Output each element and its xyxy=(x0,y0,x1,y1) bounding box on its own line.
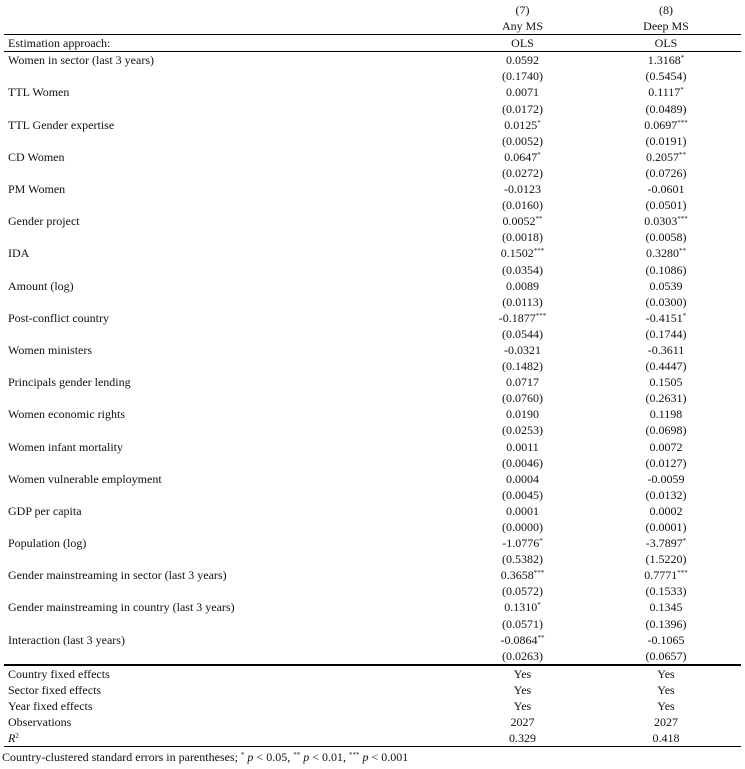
stat-row xyxy=(4,714,741,730)
se-row xyxy=(4,133,741,149)
coef-row xyxy=(4,84,741,100)
variable-name: Interaction (last 3 years) xyxy=(8,632,125,647)
se-row xyxy=(4,101,741,117)
stat-name: Year fixed effects xyxy=(8,699,93,714)
coef-value: 0.1117 xyxy=(648,85,681,100)
stat-col8: 2027 xyxy=(654,715,678,730)
se-col8: (0.0132) xyxy=(645,487,687,502)
coef-row xyxy=(4,567,741,583)
variable-name: Women infant mortality xyxy=(8,439,124,454)
coef-row xyxy=(4,278,741,294)
coef-value: -0.0059 xyxy=(647,471,685,486)
se-col8: (0.0001) xyxy=(645,520,687,534)
coef-col8 xyxy=(591,406,741,422)
variable-name: Women economic rights xyxy=(8,407,126,422)
coef-row xyxy=(4,632,741,648)
coef-row xyxy=(4,439,741,455)
coef-value: 1.3168 xyxy=(647,53,681,68)
variable-name: TTL Women xyxy=(8,85,70,100)
se-col7: (0.0113) xyxy=(502,294,543,309)
coef-value: -0.0321 xyxy=(504,342,541,357)
coef-value: -0.1065 xyxy=(647,632,685,647)
variable-name: Gender project xyxy=(8,214,80,229)
coef-col7 xyxy=(454,406,591,422)
coef-value: 0.0717 xyxy=(506,375,539,390)
coef-value: -1.0776 xyxy=(502,536,540,551)
significance-stars: ** xyxy=(679,150,686,159)
coef-col7 xyxy=(454,84,591,100)
stat-name: Country fixed effects xyxy=(8,666,110,681)
estimation-col8: OLS xyxy=(654,36,678,51)
se-col7: (0.1482) xyxy=(502,359,543,374)
se-row xyxy=(4,519,741,535)
coef-value: 0.0125 xyxy=(504,117,538,132)
se-row xyxy=(4,390,741,406)
se-col7: (0.0018) xyxy=(502,230,543,245)
coef-row xyxy=(4,245,741,261)
col8-number: (8) xyxy=(659,3,673,17)
significance-stars: ** xyxy=(679,247,686,256)
se-col8: (0.0657) xyxy=(645,648,687,663)
coef-value: -0.4151 xyxy=(645,310,683,325)
stat-col7: 2027 xyxy=(510,715,535,730)
se-col8: (0.4447) xyxy=(645,359,687,374)
variable-name: CD Women xyxy=(8,149,65,164)
coef-col8 xyxy=(591,471,741,487)
coef-col7 xyxy=(454,213,591,229)
se-col7: (0.0045) xyxy=(502,487,543,502)
se-row xyxy=(4,455,741,471)
coef-value: 0.1198 xyxy=(649,407,683,422)
stat-name: Sector fixed effects xyxy=(8,682,102,697)
coef-col7 xyxy=(454,439,591,455)
coef-col7 xyxy=(454,149,591,165)
coef-value: -3.7897 xyxy=(645,536,683,551)
se-col8: (0.0726) xyxy=(645,165,687,180)
significance-stars: * xyxy=(537,118,541,127)
coef-row xyxy=(4,181,741,197)
column-number-row xyxy=(4,2,741,18)
se-col8: (0.0489) xyxy=(645,101,687,116)
stat-col7: Yes xyxy=(513,666,532,681)
variable-name: Women ministers xyxy=(8,342,93,357)
variable-name: PM Women xyxy=(8,182,66,197)
coef-row xyxy=(4,342,741,358)
stat-col7: Yes xyxy=(513,699,532,714)
significance-stars: * xyxy=(680,86,684,95)
se-col8: (1.5220) xyxy=(645,552,687,567)
se-row xyxy=(4,326,741,342)
se-col7: (0.0263) xyxy=(502,648,543,663)
coef-value: 0.2057 xyxy=(646,149,679,164)
significance-stars: * xyxy=(682,537,687,546)
coef-value: 0.0002 xyxy=(649,503,683,518)
coef-value: 0.0647 xyxy=(504,149,538,164)
variable-name: Women in sector (last 3 years) xyxy=(8,53,154,68)
stat-row xyxy=(4,682,741,698)
significance-stars: * xyxy=(537,150,541,159)
se-col7: (0.0544) xyxy=(502,326,543,341)
coef-col8 xyxy=(591,117,741,133)
se-col8: (0.2631) xyxy=(645,391,687,406)
significance-stars: * xyxy=(539,537,543,546)
stat-col8: 0.418 xyxy=(652,731,680,746)
se-row xyxy=(4,68,741,84)
se-col7: (0.0760) xyxy=(502,391,543,406)
stat-col8: Yes xyxy=(657,699,675,714)
coef-row xyxy=(4,599,741,615)
coef-col7 xyxy=(454,245,591,261)
coef-row xyxy=(4,503,741,519)
estimation-row xyxy=(4,35,741,52)
se-row xyxy=(4,616,741,632)
statistics-block xyxy=(4,665,741,747)
coefficient-block xyxy=(4,52,741,665)
se-col7: (0.0046) xyxy=(502,455,543,470)
stat-col7: Yes xyxy=(513,682,532,697)
coef-row xyxy=(4,471,741,487)
coef-value: 0.3280 xyxy=(646,246,679,261)
se-row xyxy=(4,229,741,245)
se-col7: (0.0354) xyxy=(502,262,543,277)
se-col7: (0.0272) xyxy=(502,165,543,180)
se-col8: (0.1086) xyxy=(645,262,687,277)
variable-name: GDP per capita xyxy=(8,503,82,518)
coef-col8 xyxy=(591,632,741,648)
significance-stars: *** xyxy=(677,215,688,224)
coef-value: 0.1310 xyxy=(504,600,538,615)
coef-value: 0.0303 xyxy=(644,214,678,229)
coef-col7 xyxy=(454,374,591,390)
se-col8: (0.5454) xyxy=(645,69,687,84)
se-col7: (0.0253) xyxy=(502,423,543,438)
coef-row xyxy=(4,406,741,422)
coef-value: -0.0864 xyxy=(500,632,538,647)
coef-col7 xyxy=(454,471,591,487)
se-row xyxy=(4,262,741,278)
significance-stars: ** xyxy=(537,633,545,642)
se-col8: (0.0191) xyxy=(645,133,687,148)
coef-col7 xyxy=(454,599,591,615)
significance-stars: * xyxy=(680,54,685,63)
coef-value: 0.1505 xyxy=(649,375,683,390)
se-col7: (0.0572) xyxy=(502,584,543,599)
coef-value: 0.0052 xyxy=(502,214,536,229)
significance-stars: ** xyxy=(535,215,543,224)
se-row xyxy=(4,358,741,374)
stat-col8: Yes xyxy=(657,666,675,681)
significance-stars: *** xyxy=(533,569,545,578)
col7-name: Any MS xyxy=(501,19,543,34)
coef-col7 xyxy=(454,342,591,358)
coef-col8 xyxy=(591,503,741,519)
coef-value: 0.0071 xyxy=(506,85,539,100)
coef-col8 xyxy=(591,84,741,100)
se-col8: (0.1533) xyxy=(645,584,687,599)
se-row xyxy=(4,197,741,213)
coef-value: -0.3611 xyxy=(647,342,685,357)
coef-col8 xyxy=(591,439,741,455)
se-col8: (0.0300) xyxy=(645,294,687,309)
se-col7: (0.0052) xyxy=(502,133,543,148)
coef-col8 xyxy=(591,278,741,294)
se-col7: (0.0000) xyxy=(502,520,543,534)
se-col7: (0.0172) xyxy=(502,101,543,116)
se-col8: (0.0698) xyxy=(645,423,687,438)
estimation-label: Estimation approach: xyxy=(8,36,111,51)
coef-col8 xyxy=(591,342,741,358)
coef-col7 xyxy=(454,181,591,197)
se-col7: (0.0571) xyxy=(502,616,543,631)
stat-row xyxy=(4,666,741,682)
coef-value: -0.0601 xyxy=(647,182,685,197)
stat-name: Observations xyxy=(8,715,72,730)
coef-col8 xyxy=(591,599,741,615)
coef-value: 0.0539 xyxy=(649,278,683,293)
coef-col7 xyxy=(454,503,591,519)
coef-row xyxy=(4,535,741,551)
coef-value: 0.0190 xyxy=(506,407,539,422)
coef-value: 0.0072 xyxy=(649,439,683,454)
coef-value: 0.0089 xyxy=(506,278,539,293)
coef-value: 0.1345 xyxy=(649,600,683,615)
stat-col8: Yes xyxy=(657,682,675,697)
significance-stars: * xyxy=(537,601,541,610)
regression-table xyxy=(4,2,741,747)
coef-value: 0.0592 xyxy=(506,53,539,68)
coef-value: 0.3658 xyxy=(500,568,534,583)
se-col7: (0.0160) xyxy=(502,198,543,213)
se-col8: (0.1396) xyxy=(645,616,687,631)
col7-number: (7) xyxy=(515,3,530,17)
variable-name: Women vulnerable employment xyxy=(8,471,162,486)
col8-name: Deep MS xyxy=(643,19,689,34)
coef-col7 xyxy=(454,278,591,294)
variable-name: Post-conflict country xyxy=(8,310,109,325)
se-col8: (0.0058) xyxy=(645,230,687,245)
coef-row xyxy=(4,117,741,133)
stat-row xyxy=(4,730,741,747)
coef-col7 xyxy=(454,632,591,648)
coef-value: -0.1877 xyxy=(498,310,536,325)
coef-row xyxy=(4,374,741,390)
coef-value: 0.0004 xyxy=(506,471,539,486)
se-row xyxy=(4,422,741,438)
stat-label: R xyxy=(8,731,16,746)
coef-col8 xyxy=(591,310,741,326)
column-name-row xyxy=(4,18,741,35)
significance-stars: * xyxy=(682,311,687,320)
se-row xyxy=(4,165,741,181)
coef-value: 0.1502 xyxy=(500,246,534,261)
estimation-col7: OLS xyxy=(511,36,534,51)
se-row xyxy=(4,551,741,567)
coef-col8 xyxy=(591,213,741,229)
variable-name: Gender mainstreaming in sector (last 3 years) xyxy=(8,568,227,583)
coef-row xyxy=(4,213,741,229)
se-col8: (0.0127) xyxy=(645,455,687,470)
coef-col7 xyxy=(454,567,591,583)
coef-value: 0.7771 xyxy=(644,568,678,583)
se-col7: (0.5382) xyxy=(502,552,543,567)
coef-col8 xyxy=(591,52,741,68)
table-footnote: Country-clustered standard errors in parentheses; * p < 0.05, ** p < 0.01, *** p < 0.001 xyxy=(2,750,409,764)
coef-col7 xyxy=(454,310,591,326)
coef-value: 0.0697 xyxy=(644,117,678,132)
coef-value: -0.0123 xyxy=(504,182,541,197)
se-row xyxy=(4,487,741,503)
variable-name: Amount (log) xyxy=(8,278,74,293)
significance-stars: *** xyxy=(533,247,545,256)
coef-col8 xyxy=(591,149,741,165)
coef-row xyxy=(4,310,741,326)
se-row xyxy=(4,648,741,665)
stat-row xyxy=(4,698,741,714)
coef-col7 xyxy=(454,52,591,68)
variable-name: Population (log) xyxy=(8,536,87,551)
se-col8: (0.0501) xyxy=(645,198,687,213)
coef-col8 xyxy=(591,374,741,390)
variable-name: Gender mainstreaming in country (last 3 years) xyxy=(8,600,235,615)
coef-value: 0.0001 xyxy=(506,503,539,518)
coef-row xyxy=(4,52,741,68)
se-col7: (0.1740) xyxy=(502,69,543,84)
significance-stars: *** xyxy=(677,118,688,127)
stat-name: $R^2$ xyxy=(8,731,19,746)
significance-stars: *** xyxy=(535,311,547,320)
coef-col8 xyxy=(591,535,741,551)
se-row xyxy=(4,583,741,599)
stat-col7: 0.329 xyxy=(509,731,536,746)
coef-col8 xyxy=(591,181,741,197)
coef-row xyxy=(4,149,741,165)
significance-stars: *** xyxy=(677,569,688,578)
coef-col7 xyxy=(454,117,591,133)
se-row xyxy=(4,294,741,310)
se-col8: (0.1744) xyxy=(645,326,687,341)
variable-name: IDA xyxy=(8,246,30,261)
coef-col8 xyxy=(591,245,741,261)
variable-name: TTL Gender expertise xyxy=(8,117,115,132)
coef-value: 0.0011 xyxy=(506,439,539,454)
coef-col7 xyxy=(454,535,591,551)
variable-name: Principals gender lending xyxy=(8,375,131,390)
coef-col8 xyxy=(591,567,741,583)
